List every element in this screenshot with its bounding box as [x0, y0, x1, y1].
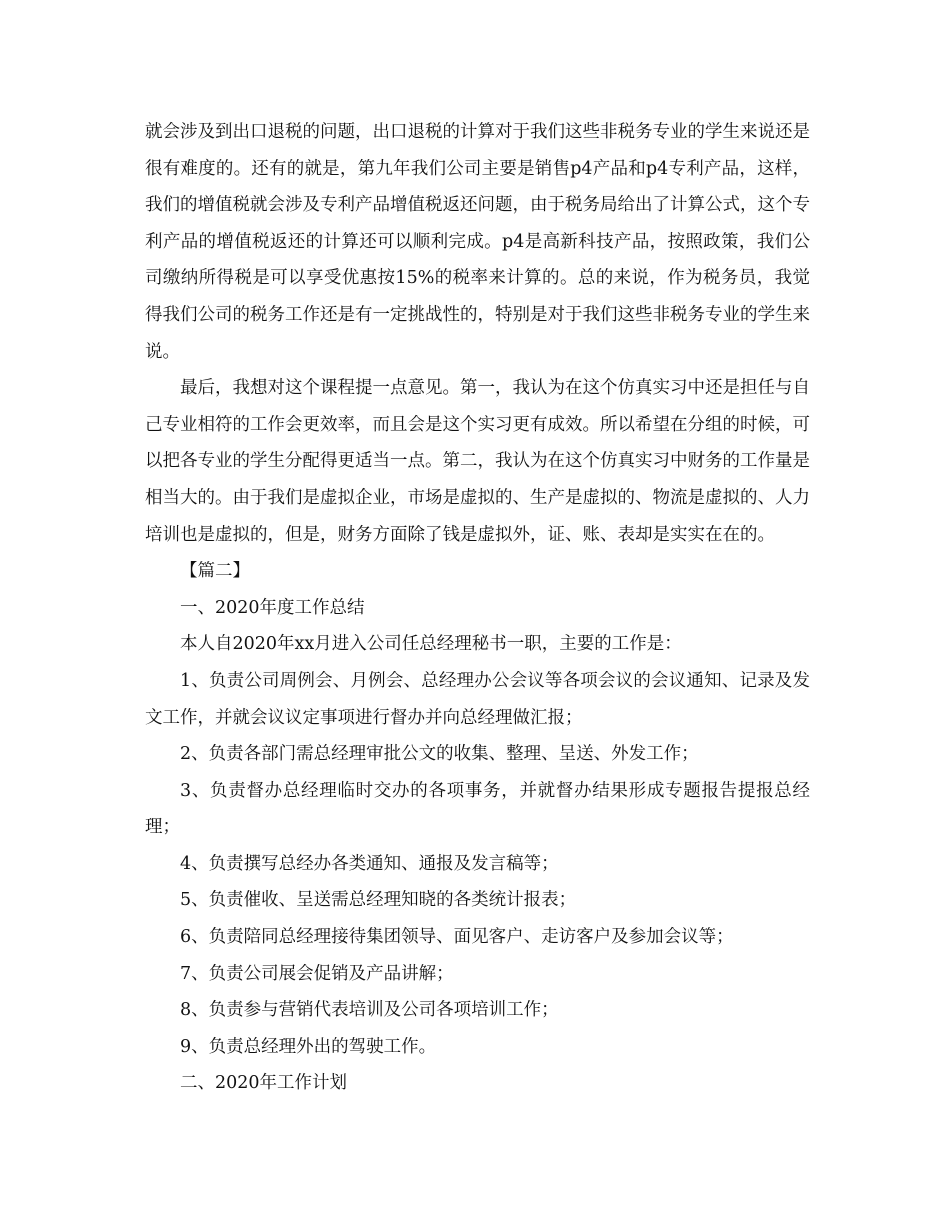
list-item-3: 3、负责督办总经理临时交办的各项事务，并就督办结果形成专题报告提报总经理；: [145, 780, 810, 838]
document-body: [145, 114, 810, 1102]
list-item-4: 4、负责撰写总经办各类通知、通报及发言稿等；: [180, 853, 559, 874]
heading-annual-summary: 一、2020年度工作总结: [180, 597, 365, 618]
section-heading-part-two: 【篇二】: [180, 561, 250, 582]
paragraph-course-suggestions: 最后，我想对这个课程提一点意见。第一，我认为在这个仿真实习中还是担任与自己专业相符的工作会更效率，而且会是这个实习更有成效。所以希望在分组的时候，可以把各专业的学生分配得更适当一点。第二，我认为在这个仿真实习中财务的工作量是相当大的。由于我们是虚拟企业，市场是虚拟的、生产是虚拟的、物流是虚拟的、人力培训也是虚拟的，但是，财务方面除了钱是虚拟外，证、账、表却是实实在在的。: [145, 378, 810, 545]
list-item-9: 9、负责总经理外出的驾驶工作。: [180, 1036, 437, 1057]
heading-work-plan: 二、2020年工作计划: [180, 1073, 348, 1094]
list-item-8: 8、负责参与营销代表培训及公司各项培训工作；: [180, 1000, 559, 1021]
list-item-5: 5、负责催收、呈送需总经理知晓的各类统计报表；: [180, 890, 577, 911]
list-item-1: 1、负责公司周例会、月例会、总经理办公会议等各项会议的会议通知、记录及发文工作，并就会议议定事项进行督办并向总经理做汇报；: [145, 670, 810, 728]
list-item-7: 7、负责公司展会促销及产品讲解；: [180, 963, 454, 984]
paragraph-intro: 本人自2020年xx月进入公司任总经理秘书一职，主要的工作是：: [180, 634, 682, 655]
paragraph-tax-continuation: 就会涉及到出口退税的问题，出口退税的计算对于我们这些非税务专业的学生来说还是很有难度的。还有的就是，第九年我们公司主要是销售p4产品和p4专利产品，这样，我们的增值税就会涉及专利产品增值税返还问题，由于税务局给出了计算公式，这个专利产品的增值税返还的计算还可以顺利完成。p4是高新科技产品，按照政策，我们公司缴纳所得税是可以享受优惠按15%的税率来计算的。总的来说，作为税务员，我觉得我们公司的税务工作还是有一定挑战性的，特别是对于我们这些非税务专业的学生来说。: [145, 122, 810, 362]
list-item-6: 6、负责陪同总经理接待集团领导、面见客户、走访客户及参加会议等；: [180, 927, 734, 948]
list-item-2: 2、负责各部门需总经理审批公文的收集、整理、呈送、外发工作；: [180, 744, 699, 765]
